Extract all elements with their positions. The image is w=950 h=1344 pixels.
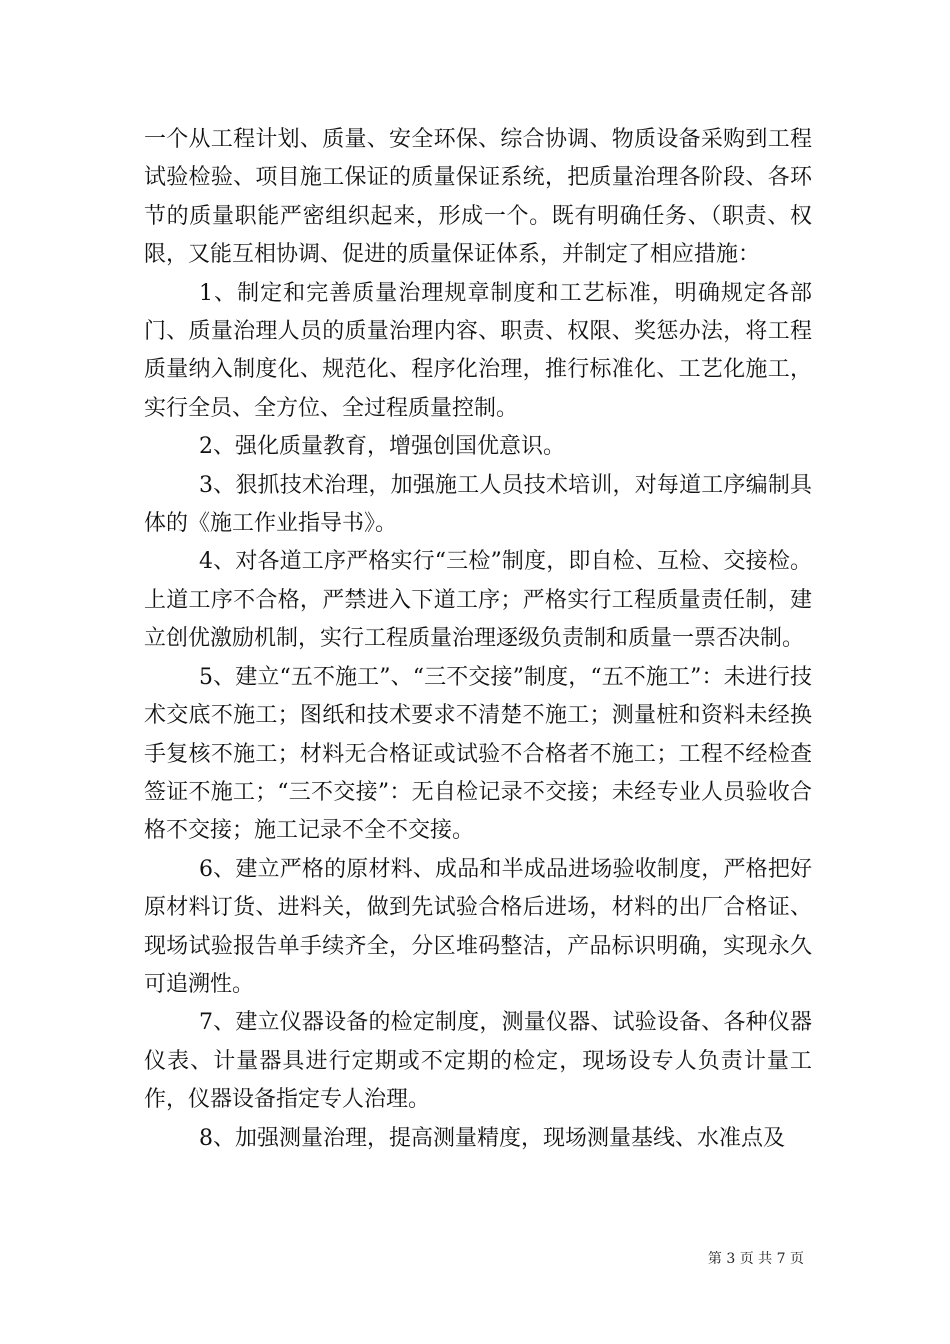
paragraph-item-7: 7、建立仪器设备的检定制度，测量仪器、试验设备、各种仪器仪表、计量器具进行定期或不定期的检定，现场设专人负责计量工作，仪器设备指定专人治理。 (144, 1010, 812, 1113)
paragraph-item-8: 8、加强测量治理，提高测量精度，现场测量基线、水准点及 (199, 1125, 785, 1151)
paragraph-intro: 一个从工程计划、质量、安全环保、综合协调、物质设备采购到工程试验检验、项目施工保证的质量保证系统，把质量治理各阶段、各环节的质量职能严密组织起来，形成一个。既有明确任务、（职责、权限，又能互相协调、促进的质量保证体系，并制定了相应措施： (144, 127, 812, 268)
document-body (144, 121, 812, 1158)
paragraph-item-2: 2、强化质量教育，增强创国优意识。 (199, 434, 565, 460)
paragraph-item-4: 4、对各道工序严格实行“三检”制度，即自检、互检、交接检。上道工序不合格，严禁进入下道工序；严格实行工程质量责任制，建立创优激励机制，实行工程质量治理逐级负责制和质量一票否决制。 (144, 549, 812, 652)
page-number-footer: 第 3 页 共 7 页 (707, 1251, 804, 1267)
paragraph-item-6: 6、建立严格的原材料、成品和半成品进场验收制度，严格把好原材料订货、进料关，做到先试验合格后进场，材料的出厂合格证、现场试验报告单手续齐全，分区堆码整洁，产品标识明确，实现永久可追溯性。 (144, 856, 812, 997)
paragraph-item-1: 1、制定和完善质量治理规章制度和工艺标准，明确规定各部门、质量治理人员的质量治理内容、职责、权限、奖惩办法，将工程质量纳入制度化、规范化、程序化治理，推行标准化、工艺化施工，实行全员、全方位、全过程质量控制。 (144, 280, 812, 421)
paragraph-item-5: 5、建立“五不施工”、“三不交接”制度，“五不施工”：未进行技术交底不施工；图纸和技术要求不清楚不施工；测量桩和资料未经换手复核不施工；材料无合格证或试验不合格者不施工；工程不经检查签证不施工；“三不交接”：无自检记录不交接；未经专业人员验收合格不交接；施工记录不全不交接。 (144, 664, 812, 844)
paragraph-item-3: 3、狠抓技术治理，加强施工人员技术培训，对每道工序编制具体的《施工作业指导书》。 (144, 472, 812, 537)
